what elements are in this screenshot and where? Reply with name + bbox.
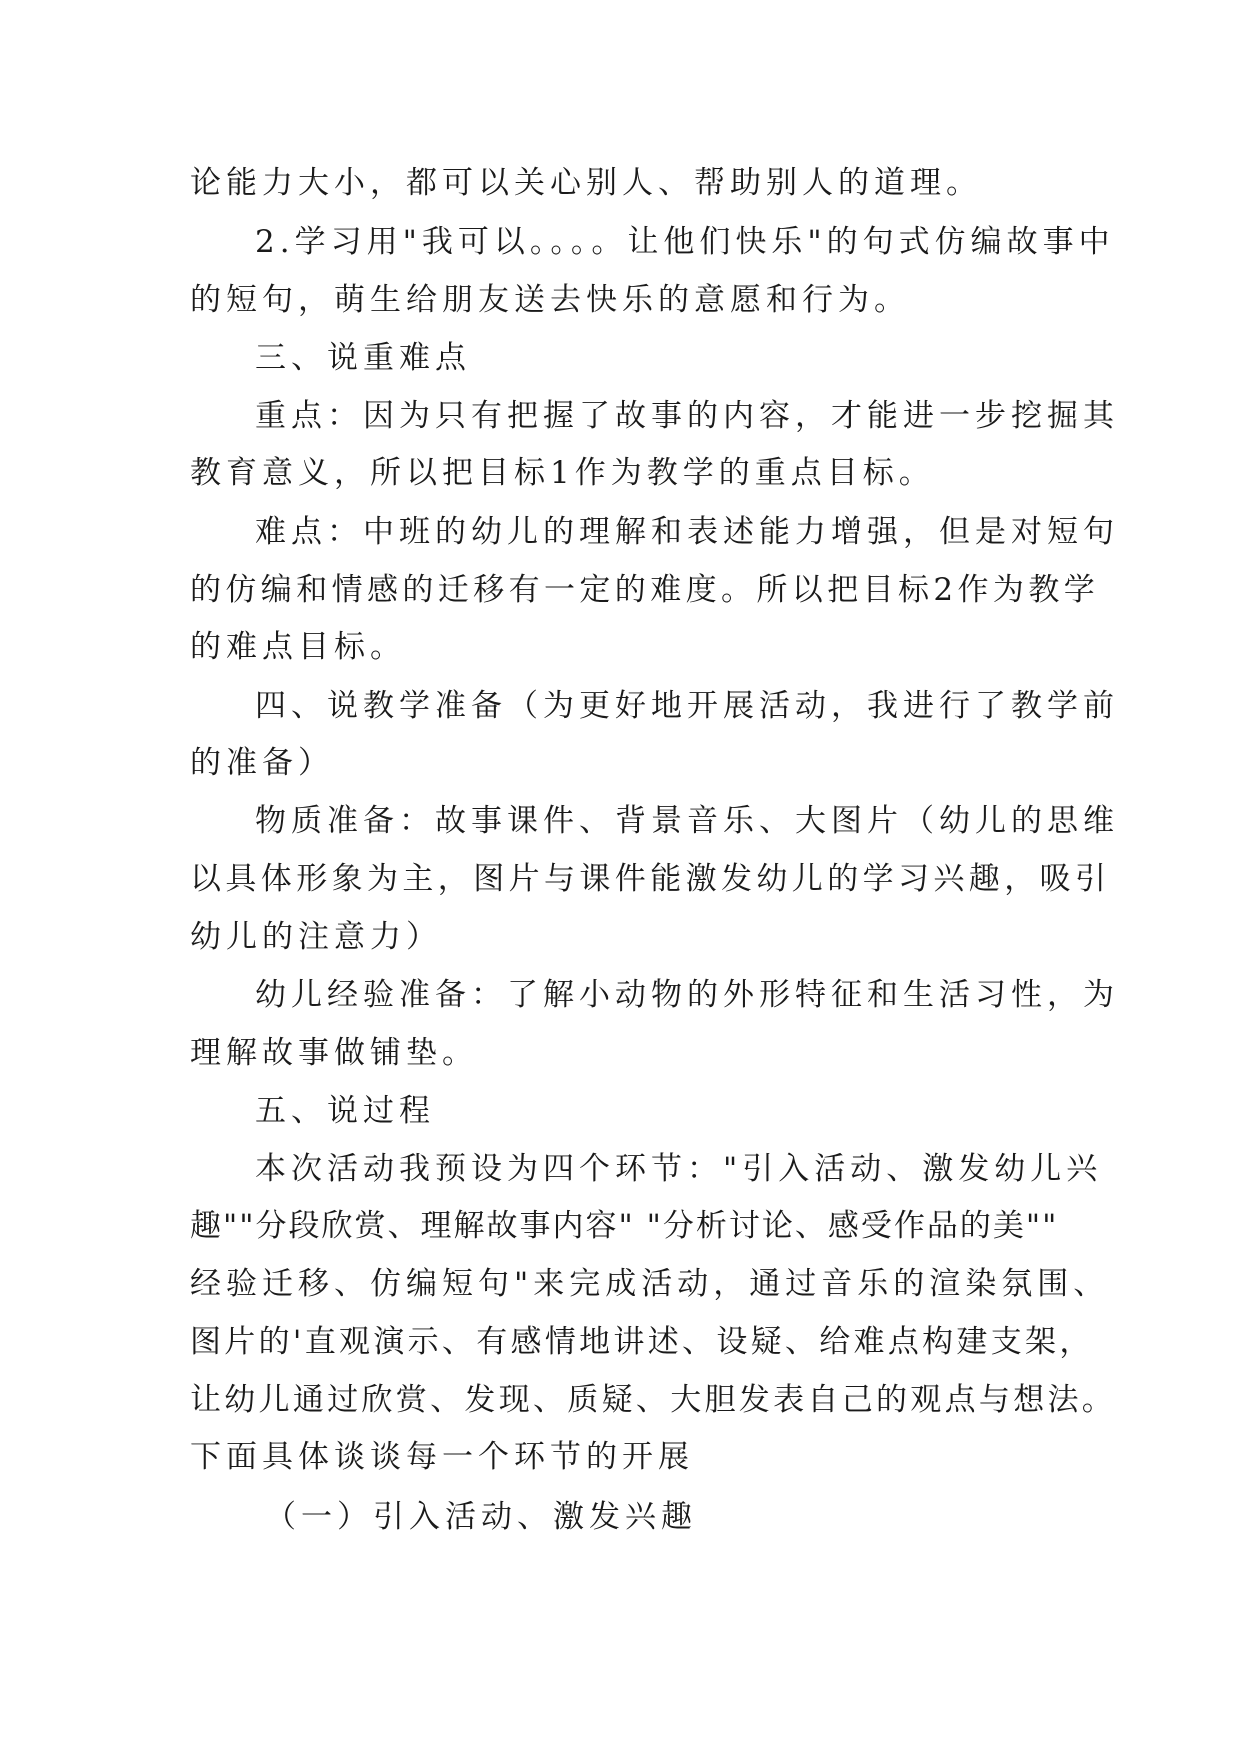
paragraph-line: 幼儿经验准备：了解小动物的外形特征和生活习性，为 (255, 977, 1119, 1013)
subsection-heading: （一）引入活动、激发兴趣 (265, 1499, 697, 1535)
paragraph-line: 教育意义，所以把目标1作为教学的重点目标。 (190, 455, 935, 491)
paragraph-line: 幼儿的注意力） (190, 919, 442, 955)
paragraph-line: 重点：因为只有把握了故事的内容，才能进一步挖掘其 (255, 398, 1119, 434)
paragraph-line: 让幼儿通过欣赏、发现、质疑、大胆发表自己的观点与想法。 (190, 1382, 1117, 1418)
paragraph-line: 的短句，萌生给朋友送去快乐的意愿和行为。 (190, 282, 910, 318)
paragraph-line: 的仿编和情感的迁移有一定的难度。所以把目标2作为教学 (190, 572, 1100, 608)
paragraph-line: 的难点目标。 (190, 629, 406, 665)
paragraph-line: 本次活动我预设为四个环节："引入活动、激发幼儿兴 (255, 1151, 1103, 1187)
paragraph-line: 难点：中班的幼儿的理解和表述能力增强，但是对短句 (255, 514, 1119, 550)
paragraph-line: 论能力大小，都可以关心别人、帮助别人的道理。 (190, 165, 982, 201)
paragraph-line: 以具体形象为主，图片与课件能激发幼儿的学习兴趣，吸引 (190, 861, 1111, 897)
paragraph-line: 经验迁移、仿编短句"来完成活动，通过音乐的渲染氛围、 (190, 1266, 1110, 1302)
paragraph-line: 下面具体谈谈每一个环节的开展 (190, 1439, 694, 1475)
paragraph-line: 理解故事做铺垫。 (190, 1035, 478, 1071)
section-heading: 五、说过程 (255, 1093, 435, 1129)
paragraph-line: 物质准备：故事课件、背景音乐、大图片（幼儿的思维 (255, 803, 1119, 839)
section-heading: 三、说重难点 (255, 340, 471, 376)
paragraph-line: 趣""分段欣赏、理解故事内容" "分析讨论、感受作品的美"" (190, 1208, 1059, 1244)
paragraph-line: 图片的'直观演示、有感情地讲述、设疑、给难点构建支架， (190, 1324, 1094, 1360)
section-heading: 四、说教学准备（为更好地开展活动，我进行了教学前 (255, 688, 1119, 724)
paragraph-line: 的准备） (190, 745, 334, 781)
paragraph-line: 2.学习用"我可以。。。。让他们快乐"的句式仿编故事中 (255, 224, 1115, 260)
